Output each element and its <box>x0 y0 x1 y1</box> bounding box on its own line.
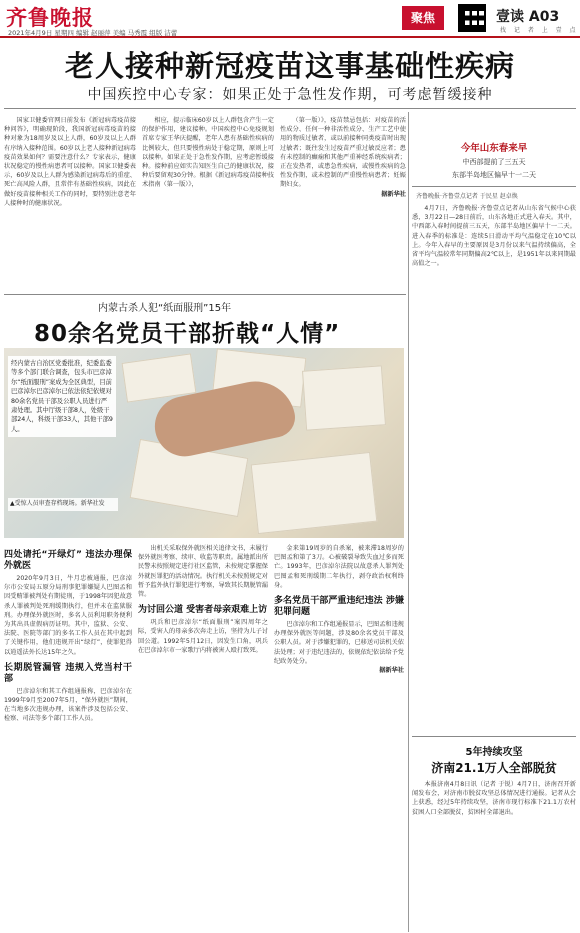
lead-column-2 <box>142 116 274 288</box>
feature-column-3-text: 金来第19周岁的自杀案，被来滞18周岁的巴图孟和第了3刀。心被破裂导致失血过多而死亡。1993年，巴彦淖尔法院以故意杀人罪判处巴图孟和死刑缓期二年执行，剥夺政治权利终身。 <box>274 545 404 589</box>
column-divider <box>408 112 409 932</box>
dateline: 2021年4月9日 星期四 编辑 赵丽萍 美编 马秀霞 组版 洁蕾 <box>8 29 178 37</box>
lead-headline: 老人接种新冠疫苗这事基础性疾病 <box>64 49 515 83</box>
photo-paper <box>302 365 386 430</box>
lead-byline: 据新华社 <box>381 190 406 198</box>
lead-column-1-text: 国家卫健委官网日前发布《新冠病毒疫苗接种问答》，明确现阶段，我国新冠病毒疫苗的接种对象为18周岁及以上人群，60岁及以上人群有序纳入接种范围。60岁以上老人接种新冠病毒疫苗效果如何？需要注意什么？专家表示，健康状况稳定的慢性病患者可以接种。国家卫健委表示，60岁及以上人群为感染新冠病毒后的重症、死亡高风险人群，且常伴有基础性疾病，因此在做好疫苗接种相关工作的同时，要特别注意老年人接种时的健康状况。 <box>4 117 136 207</box>
section-tag: 聚焦 <box>402 6 444 30</box>
box2-body <box>412 780 576 930</box>
feature-column-2-text-2: 巩兵和巴彦淖尔“纸面服刑”案四周年之际，受害人的母亲多次奔走上访，坚持为儿子讨回公道。1992年5月12日，因发生口角，巩兵在巴彦淖尔市一家歌厅内将被害人殴打致死。 <box>138 619 268 654</box>
feature-pretitle: 内蒙古杀人犯“纸面服刑”15年 <box>98 303 232 314</box>
box2-body-text: 本报济南4月8日讯（记者 于锐）4月7日，济南召开新闻发布会，对济南市脱贫攻坚总体情况进行通报。记者从会上获悉，经过5年持续攻坚，济南市现行标准下21.1万农村贫困人口全部脱贫，贫困村全部退出。 <box>412 781 576 816</box>
feature-subhead-3: 为讨回公道 受害者母亲艰难上访 <box>138 605 268 616</box>
lead-subhead: 中国疾控中心专家：如果正处于急性发作期，可考虑暂缓接种 <box>87 87 493 103</box>
photo-note: ▲受惊人员审查存档现场。新华社发 <box>8 498 118 511</box>
photo-caption: 经内蒙古自治区党委批准，纪委监委等多个部门联合调查，包头市巴彦淖尔“纸面服刑”案成为全区典型，目前巴彦淖尔巴彦淖尔已依法依纪依规对80余名党员干部及公职人员进行严肃处理。其中厅级干部8人，处级干部24人，科级干部33人，其他干部9人。 <box>8 356 116 437</box>
lead-column-2-text: 相应，提示临床60岁以上人群包含产生一定的保护作用，建议接种。中国疾控中心免疫规划首席专家王华庆提醒，老年人患有基础性疾病的比例较大，但只要慢性病处于稳定期，原则上可以接种。如果正处于急性发作期，应考虑暂缓接种。接种前应如实告知医生自己的健康状况，接种后要留观30分钟。根据《新冠病毒疫苗接种技术指南（第一版）》， <box>142 117 274 189</box>
weather-body-text: 4月7日，齐鲁晚报·齐鲁壹点记者从山东省气候中心获悉，3月22日—28日前后，山东各地正式进入春天。其中，中西部入春时间提前三五天，东部半岛地区偏早十一二天。进入春季的标准是：连续5日滑动平均气温稳定在10℃以上。今年入春早的主要原因是3月份以来气温持续偏高，全省平均气温较常年同期偏高2℃以上，是1951年以来同期最高值之一。 <box>412 205 576 268</box>
weather-subtitle-2: 东部半岛地区偏早十一二天 <box>452 171 536 179</box>
newspaper-logo: 齐鲁晚报 <box>6 5 94 30</box>
feature-column-1-text: 2020年9月3日，牛月忠被通报，巴彦淖尔市公安局五原分局刑事犯罪嫌疑人巴图孟和因受贿罪被判处有期徒刑，于1998年因犯故意杀人罪被判处死刑缓期执行，但并未在监狱服刑。办理保外就医时，多名人员利用职务便利为其出具虚假病历证明。其中，监狱、公安、法院、医院等部门的多名工作人员在其中起到了关键作用，他们违规开出“绿灯”，使罪犯得以逍遥法外长达15年之久。 <box>4 575 132 656</box>
weather-box <box>412 136 576 516</box>
box2-subtitle: 济南21.1万人全部脱贫 <box>431 761 557 775</box>
photo-paper <box>251 452 378 534</box>
weather-subtitle-1: 中西部提前了三五天 <box>462 158 526 166</box>
divider <box>4 108 576 109</box>
lead-column-3-text: （第一版）》，疫苗禁忌包括：对疫苗的活性成分、任何一种非活性成分、生产工艺中使用的物质过敏者，或以前接种同类疫苗时出现过敏者；既往发生过疫苗严重过敏反应者；患有未控制的癫痫和其他严重神经系统疾病者；正在发热者，或患急性疾病，或慢性疾病的急性发作期，或未控制的严重慢性病患者；妊娠期妇女。 <box>280 117 406 189</box>
qr-code-icon <box>458 4 486 32</box>
feature-subhead-2: 长期脱管漏管 违规入党当村干部 <box>4 662 132 684</box>
feature-column-3 <box>274 544 404 932</box>
page-subtitle: 找 记 者 上 壹 点 <box>500 27 579 34</box>
feature-column-1-text-2: 巴彦淖尔和其工作组通报称，巴彦淖尔在1999年9月至2007年5月，“保外就医”期间，在当地多次违规办理，该案件涉及包括公安、检察、司法等多个部门工作人员。 <box>4 687 132 723</box>
weather-body <box>412 204 576 524</box>
feature-byline: 据新华社 <box>379 667 404 675</box>
divider <box>412 186 576 187</box>
masthead <box>0 0 580 38</box>
divider <box>4 294 406 295</box>
box2-title: 5年持续攻坚 <box>465 747 523 758</box>
feature-photo <box>4 348 404 538</box>
feature-subhead-1: 四处请托“开绿灯” 违法办理保外就医 <box>4 550 132 571</box>
feature-column-1 <box>4 544 132 932</box>
feature-column-2-text: 出机关采取保外就医相关追律文书，未履行保外就医考察、续审、收监等职责。属地派出所民警未按照规定进行社区监管，未按规定掌握保外就医罪犯的活动情况。执行机关未按照规定对暂予监外执行罪犯进行考察，导致其长期脱管漏管。 <box>138 545 268 599</box>
page-number: 壹读 A03 <box>496 9 560 25</box>
feature-column-3-text-2: 巴彦淖尔和工作组通报显示，巴图孟和违规办理保外就医等问题，涉及80余名党员干部及公职人员。对于涉嫌犯罪的，已移送司法机关依法处理；对于违纪违法的，依规依纪依法给予党纪政务处分。 <box>274 621 404 665</box>
feature-subhead-4: 多名党员干部严重违纪违法 涉嫌犯罪问题 <box>274 596 404 618</box>
feature-title: 80余名党员干部折戟“人情” <box>34 321 341 347</box>
lead-column-1 <box>4 116 136 288</box>
lead-column-3 <box>280 116 406 288</box>
weather-title: 今年山东春来早 <box>460 143 528 154</box>
feature-column-2 <box>138 544 268 932</box>
weather-credit: 齐鲁晚报·齐鲁壹点记者 于民星 赵卓焕 <box>416 193 518 200</box>
divider <box>412 736 576 737</box>
